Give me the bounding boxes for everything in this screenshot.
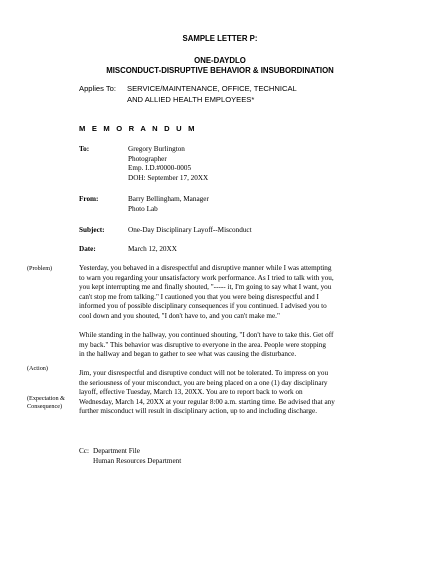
memorandum-heading: M E M O R A N D U M bbox=[79, 124, 197, 133]
paragraph-hallway bbox=[79, 331, 379, 360]
cc-list bbox=[93, 447, 181, 466]
date-value: March 12, 20XX bbox=[128, 245, 177, 253]
paragraph-line: my back." This behavior was disruptive to everyone in the area. People were stopping bbox=[79, 340, 326, 349]
paragraph-line: informed you of possible disciplinary consequences if you continued. I advised you to bbox=[79, 302, 327, 310]
from-block bbox=[128, 195, 209, 214]
to-doh: DOH: September 17, 20XX bbox=[128, 173, 209, 182]
subject-value: One-Day Disciplinary Layoff--Misconduct bbox=[128, 226, 252, 234]
paragraph-line: the seriousness of your misconduct, you are being placed on a one (1) day disciplinary bbox=[79, 378, 328, 387]
cc-recipient: Department File bbox=[93, 447, 140, 455]
paragraph-line: to warn you regarding your unsatisfactory work performance. As I tried to talk with you, bbox=[79, 273, 334, 282]
applies-to-label: Applies To: bbox=[79, 84, 117, 93]
from-name: Barry Bellingham, Manager bbox=[128, 195, 209, 203]
from-label: From: bbox=[79, 195, 99, 203]
to-label: To: bbox=[79, 145, 90, 153]
subject-label: Subject: bbox=[79, 226, 105, 234]
paragraph-action bbox=[79, 369, 379, 417]
side-label-problem: (Problem) bbox=[27, 265, 53, 272]
cc-recipient: Human Resources Department bbox=[93, 456, 182, 465]
paragraph-line: While standing in the hallway, you continued shouting, "I don't have to take this. Get off bbox=[79, 331, 334, 339]
paragraph-line: Yesterday, you behaved in a disrespectful and disruptive manner while I was attempting bbox=[79, 264, 332, 272]
paragraph-line: can't stop me from talking." I cautioned you that you were being disrespectful and I bbox=[79, 292, 319, 301]
paragraph-line: in the hallway and began to gather to see what was causing the disturbance. bbox=[79, 350, 297, 358]
date-label: Date: bbox=[79, 245, 96, 253]
side-label-consequence: Consequence) bbox=[27, 403, 63, 410]
applies-to-line-2: AND ALLIED HEALTH EMPLOYEES* bbox=[127, 95, 255, 104]
side-label-expectation: (Expectation & bbox=[27, 395, 65, 402]
paragraph-line: layoff, effective Tuesday, March 13, 20XX. You are to report back to work on bbox=[79, 388, 303, 396]
paragraph-line: you kept interrupting me and finally shouted, "----- it, I'm going to say what I want, you bbox=[79, 283, 332, 291]
side-label-action: (Action) bbox=[27, 365, 48, 372]
paragraph-line: Wednesday, March 14, 20XX at your regular 8:00 a.m. starting time. Be advised that any bbox=[79, 397, 335, 406]
from-dept: Photo Lab bbox=[128, 204, 158, 213]
paragraph-line: Jim, your disrespectful and disruptive conduct will not be tolerated. To impress on you bbox=[79, 369, 329, 377]
paragraph-problem bbox=[79, 264, 379, 321]
paragraph-line: further misconduct will result in disciplinary action, up to and including discharge. bbox=[79, 407, 318, 415]
letter-title: SAMPLE LETTER P: bbox=[182, 34, 258, 43]
cc-label: Cc: bbox=[79, 447, 89, 455]
to-name: Gregory Burlington bbox=[128, 145, 185, 153]
letter-subtitle-2: MISCONDUCT-DISRUPTIVE BEHAVIOR & INSUBORDINATION bbox=[106, 66, 334, 75]
applies-to-line-1: SERVICE/MAINTENANCE, OFFICE, TECHNICAL bbox=[127, 84, 297, 93]
letter-subtitle-1: ONE-DAYDLO bbox=[194, 56, 246, 65]
to-title: Photographer bbox=[128, 154, 167, 163]
paragraph-line: cool down and you shouted, "I don't have to, and you can't make me." bbox=[79, 311, 280, 320]
to-block bbox=[128, 145, 208, 183]
to-emp-id: Emp. I.D.#0000-0005 bbox=[128, 164, 192, 172]
